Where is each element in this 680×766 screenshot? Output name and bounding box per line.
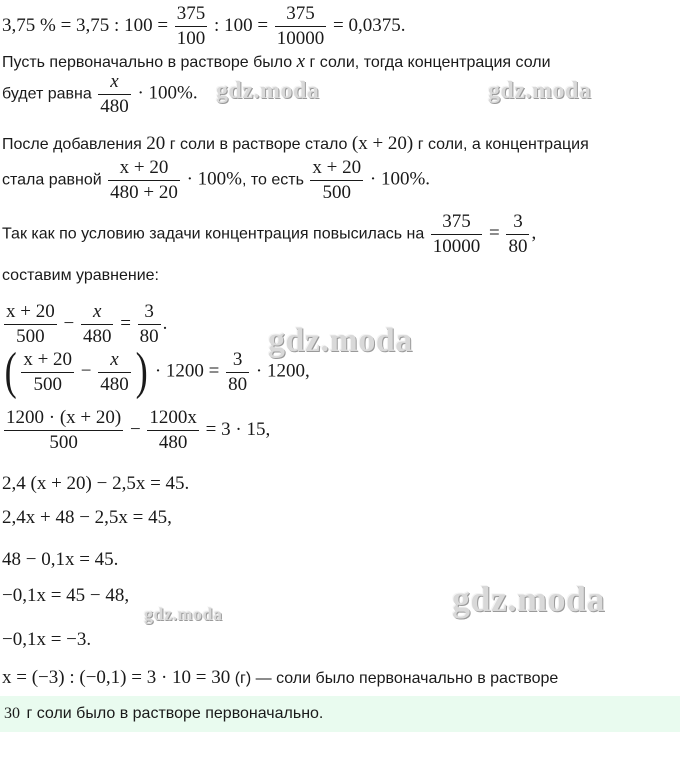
watermark-5: gdz.moda	[144, 604, 223, 624]
line-4: После добавления 20 г соли в растворе стало (x + 20) г соли, а концентрация	[2, 133, 589, 154]
watermark-1: gdz.moda	[216, 78, 320, 104]
line-3: будет равна $\frac{x}{480}$ · 100%.	[2, 71, 198, 117]
equation-3: $\frac{1200 \cdot (x + 20)}{500}$ − $\frac{1200x}{480}$ = 3 · 15,	[6, 407, 271, 453]
fraction-375-10000-b: $\frac{375}{10000}$	[432, 211, 481, 257]
line-1-start: 3,75 % = 3,75 : 100 =	[2, 14, 173, 36]
equation-7: −0,1x = 45 − 48,	[2, 585, 130, 606]
fraction-375-100: $\frac{375}{100}$	[176, 3, 206, 49]
line-2: Пусть первоначально в растворе было x г соли, тогда концентрация соли	[2, 51, 551, 72]
line-5: стала равной $\frac{x + 20}{480 + 20}$ · 100%, то есть $\frac{x + 20}{500}$ · 100%.	[2, 157, 431, 203]
fraction-x-480: $\frac{x}{480}$	[100, 71, 129, 117]
watermark-3: gdz.moda	[268, 322, 413, 359]
fraction-375-10000: $\frac{375}{10000}$	[276, 3, 325, 49]
fraction-x20-500: $\frac{x + 20}{500}$	[312, 157, 362, 203]
fraction-x20-48020: $\frac{x + 20}{480 + 20}$	[110, 157, 178, 203]
equation-1: $\frac{x + 20}{500}$ − $\frac{x}{480}$ = $\frac{3}{80}$ .	[6, 301, 168, 347]
equation-8: −0,1x = −3.	[2, 629, 92, 650]
answer-text: 30 г соли было в растворе первоначально.	[4, 705, 324, 722]
watermark-4: gdz.moda	[452, 579, 606, 619]
answer-box	[0, 696, 680, 732]
watermark-2: gdz.moda	[488, 78, 592, 104]
fraction-3-80: $\frac{3}{80}$	[508, 211, 528, 257]
equation-9: x = (−3) : (−0,1) = 3 · 10 = 30 (г) — соли было первоначально в растворе	[2, 667, 559, 688]
line-7: составим уравнение:	[2, 267, 159, 284]
equation-4: 2,4 (x + 20) − 2,5x = 45.	[2, 473, 190, 494]
line-1: 3,75 % = 3,75 : 100 = $\frac{375}{100}$ : 100 = $\frac{375}{10000}$ = 0,0375.	[2, 3, 406, 49]
equation-6: 48 − 0,1x = 45.	[2, 549, 119, 570]
line-6: Так как по условию задачи концентрация повысилась на $\frac{375}{10000}$ = $\frac{3}{80}$ ,	[2, 211, 537, 257]
equation-5: 2,4x + 48 − 2,5x = 45,	[2, 507, 172, 528]
equation-2: ( $\frac{x + 20}{500}$ − $\frac{x}{480}$ ) · 1200 = $\frac{3}{80}$ · 1200,	[4, 343, 310, 400]
